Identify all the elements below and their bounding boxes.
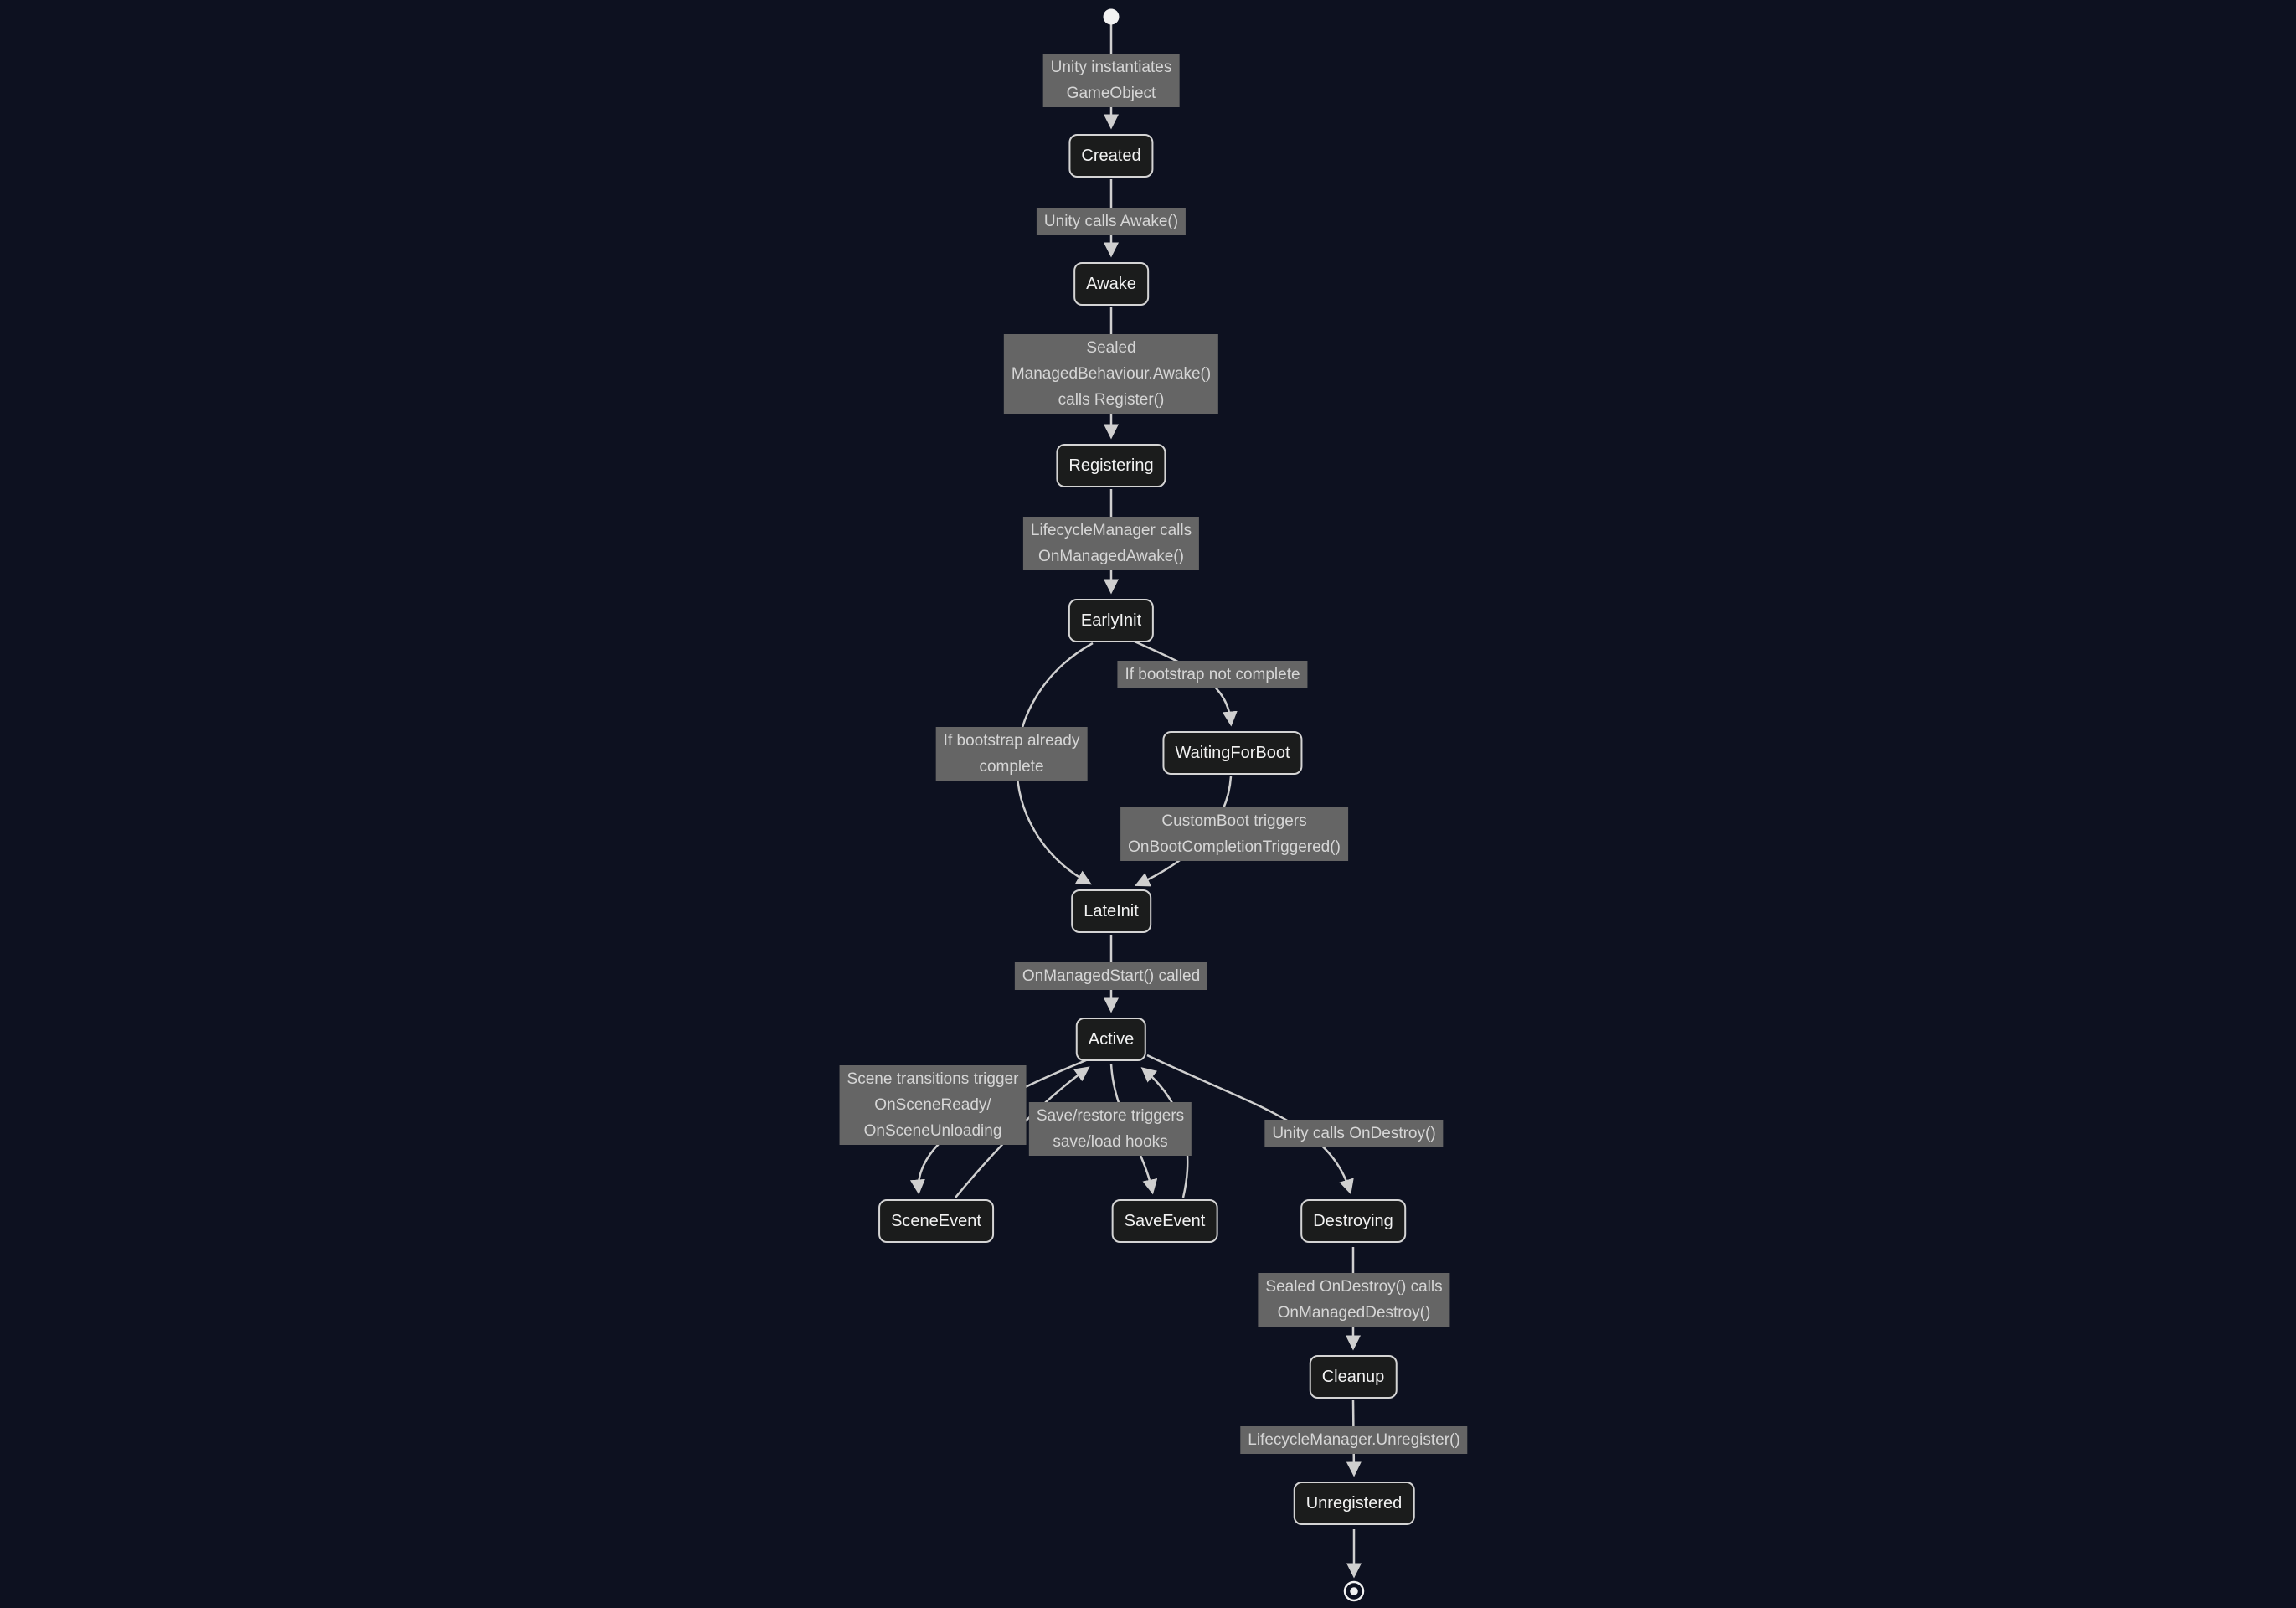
edge-label-unity-calls-awake (1037, 208, 1186, 235)
edge-label-line: OnManagedAwake() (1038, 548, 1184, 565)
edge-label-customboot-triggers (1120, 807, 1348, 861)
edge-label-line: complete (979, 758, 1044, 776)
state-active: Active (1076, 1018, 1146, 1061)
state-unregistered: Unregistered (1294, 1482, 1415, 1525)
edge-label-line: Scene transitions trigger (847, 1070, 1019, 1088)
edge-label-line: Unity calls Awake() (1043, 213, 1179, 230)
edge-label-line: Unity calls OnDestroy() (1272, 1125, 1436, 1142)
edge-label-line: LifecycleManager calls (1030, 522, 1192, 539)
edge-label-line: OnBootCompletionTriggered() (1128, 838, 1341, 856)
state-registering: Registering (1056, 444, 1166, 487)
edge-label-line: GameObject (1066, 85, 1156, 102)
edge-label-sealed-ondestroy (1258, 1273, 1449, 1327)
edge-label-unity-calls-ondestroy (1264, 1120, 1443, 1147)
edge-label-line: OnManagedStart() called (1022, 967, 1201, 985)
edge-label-lifecyclemanager-unregister (1240, 1426, 1467, 1454)
state-awake: Awake (1073, 262, 1149, 306)
edge-label-line: Unity instantiates (1050, 59, 1172, 76)
edge-label-line: If bootstrap not complete (1125, 666, 1300, 683)
edge-label-bootstrap-not-complete (1117, 661, 1307, 688)
state-cleanup: Cleanup (1310, 1355, 1398, 1399)
edge-label-save-restore-triggers (1029, 1102, 1192, 1156)
edge-label-onmanagedstart-called (1015, 962, 1207, 990)
edge-label-lifecyclemanager-calls (1023, 517, 1199, 570)
edge-label-line: Sealed (1086, 339, 1136, 357)
state-destroying: Destroying (1300, 1199, 1406, 1243)
edge-label-unity-instantiates (1043, 54, 1180, 107)
start-state-point (1104, 9, 1120, 25)
state-saveevent: SaveEvent (1112, 1199, 1218, 1243)
edge-label-line: Sealed OnDestroy() calls (1265, 1278, 1443, 1296)
state-earlyinit: EarlyInit (1068, 599, 1154, 642)
edge-label-line: calls Register() (1058, 391, 1165, 409)
end-state-dot (1350, 1587, 1358, 1595)
edge-label-line: save/load hooks (1053, 1133, 1168, 1151)
edge-label-scene-transitions (840, 1065, 1027, 1145)
edge-label-line: CustomBoot triggers (1161, 812, 1307, 830)
edge-label-line: ManagedBehaviour.Awake() (1011, 365, 1212, 383)
state-created: Created (1068, 134, 1153, 178)
edge-label-sealed-awake (1004, 334, 1218, 414)
edge-label-line: OnSceneReady/ (874, 1096, 991, 1114)
state-waitingforboot: WaitingForBoot (1162, 731, 1302, 775)
state-lateinit: LateInit (1071, 889, 1151, 933)
edge-label-bootstrap-already-complete (936, 727, 1088, 781)
edge-label-line: OnManagedDestroy() (1277, 1304, 1431, 1322)
state-sceneevent: SceneEvent (878, 1199, 994, 1243)
edge-label-line: If bootstrap already (943, 732, 1080, 750)
edge-label-line: OnSceneUnloading (863, 1122, 1002, 1140)
edge-label-line: LifecycleManager.Unregister() (1248, 1431, 1460, 1449)
edge-label-line: Save/restore triggers (1036, 1107, 1185, 1125)
